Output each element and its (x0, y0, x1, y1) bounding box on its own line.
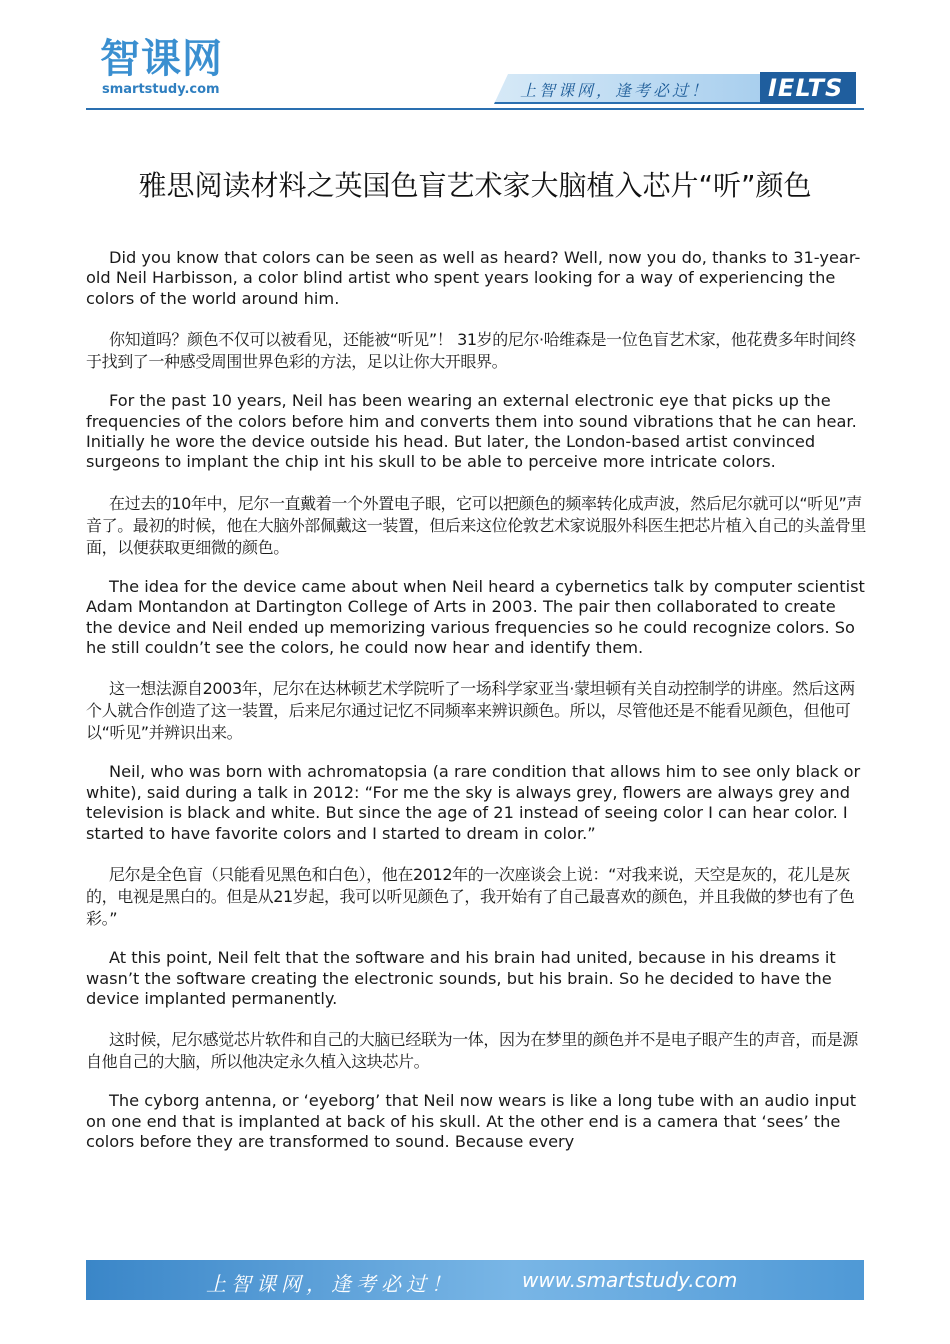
paragraph-en-5: At this point, Neil felt that the software and his brain had united, because in his dreams it wasn’t the software creating the electronic sounds, but his brain. So he decided to have the device implanted permanently. (86, 948, 836, 1008)
footer-url: www.smartstudy.com (522, 1268, 738, 1292)
paragraph-en-1: Did you know that colors can be seen as well as heard? Well, now you do, thanks to 31-year-old Neil Harbisson, a color blind artist who spent years looking for a way of experiencing the colors of the world around him. (86, 248, 861, 308)
paragraph-cn-5: 这时候，尼尔感觉芯片软件和自己的大脑已经联为一体，因为在梦里的颜色并不是电子眼产生的声音，而是源自他自己的大脑，所以他决定永久植入这块芯片。 (86, 1030, 858, 1072)
header-divider (86, 108, 864, 110)
paragraph-cn-1: 你知道吗？颜色不仅可以被看见，还能被“听见”！ 31岁的尼尔·哈维森是一位色盲艺术家，他花费多年时间终于找到了一种感受周围世界色彩的方法，足以让你大开眼界。 (86, 330, 856, 372)
paragraph-cn-3: 这一想法源自2003年，尼尔在达林顿艺术学院听了一场科学家亚当·蒙坦顿有关自动控制学的讲座。然后这两个人就合作创造了这一装置，后来尼尔通过记忆不同频率来辨识颜色。所以，尽管他还是不能看见颜色，但他可以“听见”并辨识出来。 (86, 679, 855, 743)
ielts-badge-label: IELTS (768, 74, 844, 102)
banner-slogan: 上智课网，逢考必过！ (520, 81, 711, 100)
paragraph-en-4: Neil, who was born with achromatopsia (a rare condition that allows him to see only black or white), said during a talk in 2012: “For me the sky is always grey, flowers are always grey and television is black and white. But since the age of 21 instead of seeing color I can hear color. I started to have favorite colors and I started to dream in color.” (86, 762, 861, 843)
paragraph-cn-2: 在过去的10年中，尼尔一直戴着一个外置电子眼，它可以把颜色的频率转化成声波，然后尼尔就可以“听见”声音了。最初的时候，他在大脑外部佩戴这一装置，但后来这位伦敦艺术家说服外科医生把芯片植入自己的头盖骨里面，以便获取更细微的颜色。 (86, 493, 867, 557)
paragraph-en-2: For the past 10 years, Neil has been wearing an external electronic eye that picks up the frequencies of the colors before him and converts them into sound vibrations that he can hear. Initially he wore the device outside his head. But later, the London-based artist convinced surgeons to implant the chip int his skull to be able to perceive more intricate colors. (86, 391, 857, 472)
article-title: 雅思阅读材料之英国色盲艺术家大脑植入芯片“听”颜色 (138, 169, 812, 202)
header-banner (494, 70, 864, 104)
article-body (86, 248, 866, 1153)
footer-slogan: 上智课网，逢考必过！ (206, 1272, 456, 1296)
logo-domain-text: smartstudy.com (102, 82, 220, 97)
paragraph-en-3: The idea for the device came about when Neil heard a cybernetics talk by computer scientist Adam Montandon at Dartington College of Arts in 2003. The pair then collaborated to create the device and Neil ended up memorizing various frequencies so he could recognize colors. So he still couldn’t see the colors, he could now hear and identify them. (86, 576, 865, 658)
logo-chinese-text: 智课网 (100, 36, 223, 82)
paragraph-cn-4: 尼尔是全色盲（只能看见黑色和白色），他在2012年的一次座谈会上说：“对我来说，天空是灰的，花儿是灰的，电视是黑白的。但是从21岁起，我可以听见颜色了，我开始有了自己最喜欢的颜色，并且我做的梦也有了色彩。” (86, 865, 855, 929)
ielts-badge (760, 72, 856, 104)
footer-banner (86, 1260, 864, 1300)
paragraph-en-6: The cyborg antenna, or ‘eyeborg’ that Neil now wears is like a long tube with an audio input on one end that is implanted at back of his skull. At the other end is a camera that ‘sees’ the colors before they are transformed to sound. Because every (86, 1091, 857, 1152)
smartstudy-logo (100, 36, 245, 100)
